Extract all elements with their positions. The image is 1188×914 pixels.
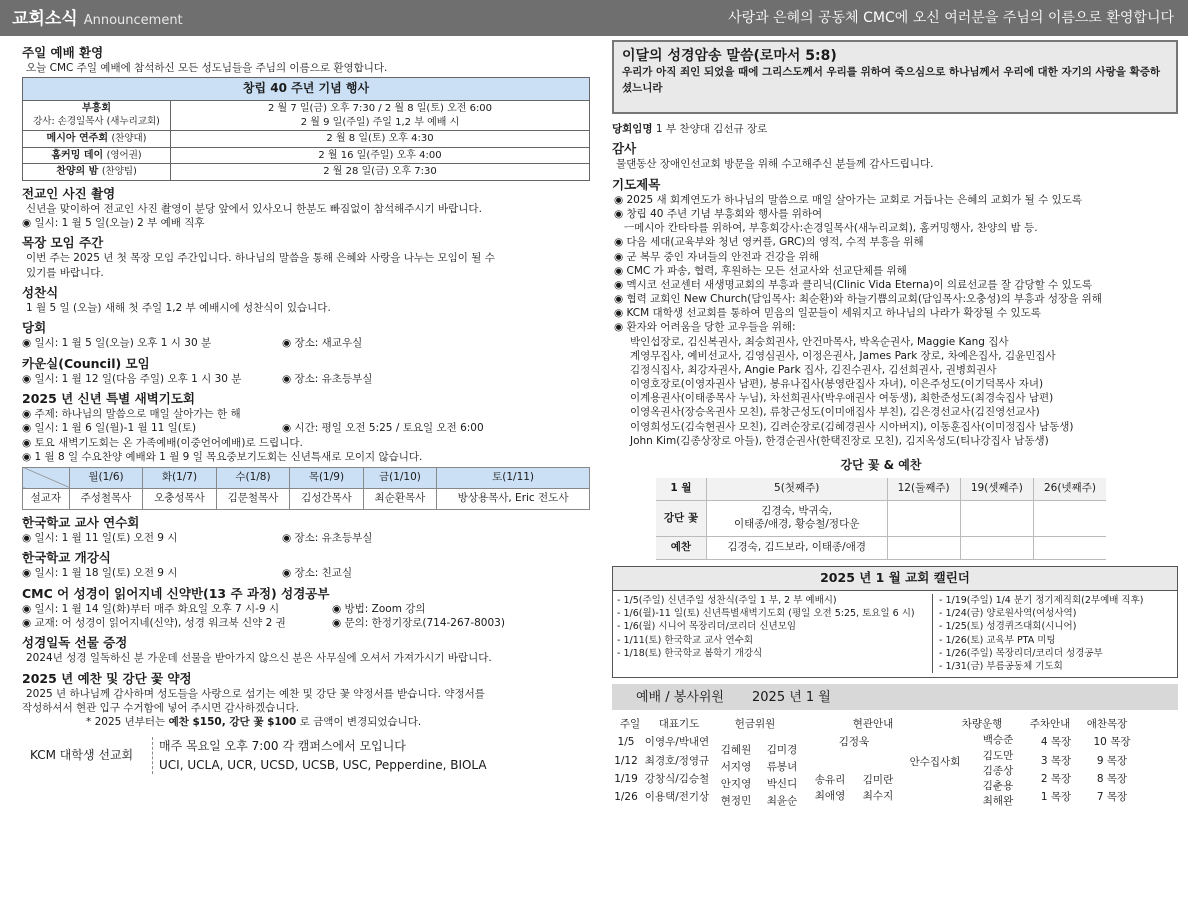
text: 목(1/9): [290, 467, 363, 488]
welcome-banner: 사랑과 은혜의 공동체 CMC에 오신 여러분을 주님의 이름으로 환영합니다: [728, 10, 1174, 26]
text: 작성하셔서 현관 입구 수거함에 넣어 주시면 감사하겠습니다.: [22, 701, 299, 714]
text: 김혜원: [720, 744, 752, 757]
text: 2024년 성경 일독하신 분 가운데 선물을 받아가지 않으신 분은 사무실에 오셔서 가져가시기 바랍니다.: [26, 652, 492, 665]
text: 설교자: [23, 488, 70, 509]
top-bar: [0, 0, 1188, 36]
prayer-list: [612, 193, 1178, 448]
text: - 1/24(금) 양로원사역(여성사역): [939, 608, 1077, 619]
text: 김미란: [862, 773, 894, 786]
text: 4 목장: [1040, 736, 1072, 749]
text: 강단 꽃: [656, 500, 706, 537]
text: 1 목장: [1040, 791, 1072, 804]
text: 김종상: [982, 764, 1014, 777]
text: 26(넷째주): [1033, 478, 1106, 500]
text: 신년을 맞이하여 전교인 사진 촬영이 분당 앞에서 있사오니 한분도 빠짐없이 참석해주시기 바랍니다.: [26, 202, 482, 215]
text: 김경숙, 김드보라, 이태종/애경: [706, 537, 887, 560]
text: 10 목장: [1093, 736, 1131, 749]
text: 2 월 7 일(금) 오후 7:30 / 2 월 8 일(토) 오전 6:00: [267, 103, 493, 115]
text: - 1/26(주일) 목장리더/코리더 성경공부: [939, 647, 1103, 659]
text: 이번 주는 2025 년 첫 목장 모임 주간입니다. 하나님의 말씀을 통해 은혜와 사랑을 나누는 모임이 될 수: [26, 252, 495, 265]
text: 우리가 아직 죄인 되었을 때에 그리스도께서 우리를 위하여 죽으심으로 하나님께서 우리에 대한 자기의 사랑을 확증하셨느니라: [622, 66, 1161, 94]
text: ◉ 멕시코 선교센터 새생명교회의 부흥과 클리닉(Clinic Vida Eterna)이 의료선교를 잘 감당할 수 있도록: [614, 278, 1093, 291]
text: 로 금액이 변경되었습니다.: [296, 716, 422, 729]
text: 2 목장: [1040, 773, 1072, 786]
text: 대표기도: [658, 718, 700, 731]
text: 2 월 28 일(금) 오후 7:30: [171, 164, 590, 181]
text: 이영희성도(김숙현권사 모친), 김려순장로(김혜경권사 시아버지), 이동훈집사(이미정집사 남동생): [630, 420, 1074, 433]
text: KCM 대학생 선교회: [30, 747, 134, 762]
heading: 주일 예배 환영: [22, 45, 104, 60]
heading: 감사: [612, 141, 637, 157]
text: ◉ 군 복무 중인 자녀들의 안전과 건강을 위해: [614, 250, 819, 263]
text: 이영옥권사(장승옥권사 모친), 류창근성도(이미애집사 부친), 김은경선교사(김진영선교사): [630, 406, 1040, 419]
text: ◉ 환자와 어려움을 당한 교우들을 위해:: [614, 321, 796, 334]
text: 5(첫째주): [706, 478, 887, 500]
text: ◉ 협력 교회인 New Church(담임목사: 최순환)와 하늘기쁨의교회(담임목사:오충성)의 부흥과 성장을 위해: [614, 293, 1102, 306]
text: 애찬목장: [1086, 718, 1128, 731]
text: ◉ 일시: 1 월 6 일(월)-1 월 11 일(토): [22, 422, 197, 435]
text: ◉ 시간: 평일 오전 5:25 / 토요일 오전 6:00: [282, 422, 484, 435]
text: 토(1/11): [437, 467, 590, 488]
text: Announcement: [83, 13, 183, 28]
text: 백승준: [982, 734, 1014, 747]
text: 현관안내: [852, 718, 894, 731]
text: UCI, UCLA, UCR, UCSD, UCSB, USC, Pepperdine, BIOLA: [159, 757, 487, 772]
text: ◉ 일시: 1 월 18 일(토) 오전 9 시: [22, 567, 178, 580]
text: 김경숙, 박귀숙,: [761, 504, 833, 517]
heading: 카운실(Council) 모임: [22, 355, 150, 371]
text: 매주 목요일 오후 7:00 각 캠퍼스에서 모입니다: [159, 739, 406, 754]
text: - 1/6(월)-11 일(토) 신년특별새벽기도회 (평일 오전 5:25, 토요일 6 시): [617, 608, 915, 619]
text: 송유리: [814, 773, 846, 786]
text: 강사: 손경일목사 (새누리교회): [33, 116, 160, 128]
text: 창립 40 주년 기념 행사: [23, 78, 590, 101]
text: 월(1/6): [69, 467, 142, 488]
text: (영어권): [106, 149, 142, 161]
text: 이달의 성경암송 말씀(로마서 5:8): [622, 48, 837, 64]
text: - 1/6(월) 시니어 목장리더/코리더 신년모임: [617, 621, 797, 633]
text: 9 목장: [1096, 754, 1128, 767]
section-title: [12, 8, 183, 30]
text: 3 목장: [1040, 754, 1072, 767]
text: 계영무집사, 예비선교사, 김영심권사, 이정은권사, James Park 장로, 차예은집사, 김윤민집사: [630, 349, 1056, 362]
text: 1/19: [614, 773, 638, 786]
heading: 한국학교 개강식: [22, 550, 111, 566]
text: 물댄동산 장애인선교회 방문을 위해 수고해주신 분들께 감사드립니다.: [616, 158, 934, 171]
text: 김정욱: [838, 736, 870, 749]
text: 김춘용: [982, 779, 1014, 792]
text: 박인섭장로, 김신복권사, 최숭희권사, 안건마목사, 박옥순권사, Maggie Kang 집사: [630, 335, 1009, 348]
text: 1/26: [614, 791, 638, 804]
text: 현정민: [720, 794, 752, 807]
text: 부흥회: [82, 103, 111, 115]
text: 오늘 CMC 주일 예배에 참석하신 모든 성도님들을 주님의 이름으로 환영합니다.: [26, 62, 388, 75]
text: - 1/18(토) 한국학교 봄학기 개강식: [617, 647, 763, 659]
text: 1 월 5 일 (오늘) 새해 첫 주일 1,2 부 예배시에 성찬식이 있습니다.: [26, 302, 331, 314]
text: - 1/25(토) 성경퀴즈대회(시니어): [939, 621, 1077, 633]
text: ◉ 일시: 1 월 14 일(화)부터 매주 화요일 오후 7 시-9 시: [22, 602, 280, 615]
heading: 목장 모임 주간: [22, 235, 104, 251]
text: 이영우/박내연: [644, 736, 710, 749]
text: 홈커밍 데이: [51, 149, 104, 161]
text: 김미경: [766, 744, 798, 757]
text: 오충성목사: [143, 488, 216, 509]
text: 이영호장로(이영자권사 남편), 봉유나집사(봉영란집사 자녀), 이은주성도(이기덕목사 자녀): [630, 378, 1044, 391]
text: ◉ 일시: 1 월 5 일(오늘) 오후 1 시 30 분: [22, 337, 212, 350]
text: 화(1/7): [143, 467, 216, 488]
heading: 2025 년 신년 특별 새벽기도회: [22, 391, 195, 407]
text: 방상용목사, Eric 전도사: [437, 488, 590, 509]
heading: CMC 어 성경이 읽어지네 신약반(13 주 과정) 성경공부: [22, 585, 330, 601]
text: ◉ 일시: 1 월 12 일(다음 주일) 오후 1 시 30 분: [22, 372, 242, 385]
text: 이용택/전기상: [644, 791, 710, 804]
text: ◉ 2025 새 회계연도가 하나님의 말씀으로 매일 살아가는 교회로 거듭나는 은혜의 교회가 될 수 있도록: [614, 193, 1083, 206]
text: 김성간목사: [290, 488, 363, 509]
text: 당회임명: [612, 123, 653, 135]
text: 서지영: [720, 761, 752, 774]
text: ◉ 장소: 새교우실: [282, 337, 363, 350]
text: 19(셋째주): [960, 478, 1033, 500]
text: ◉ 주제: 하나님의 말씀으로 매일 살아가는 한 해: [22, 408, 241, 421]
text: 메시아 연주회: [46, 132, 108, 144]
text: ◉ 방법: Zoom 강의: [332, 602, 426, 615]
heading: 기도제목: [612, 176, 661, 192]
text: - 1/26(토) 교육부 PTA 미팅: [939, 634, 1056, 646]
text: ◉ 창립 40 주년 기념 부흥회와 행사를 위하여: [614, 208, 823, 221]
text: 박신디: [766, 777, 798, 790]
heading: 성경일독 선물 증정: [22, 635, 128, 651]
text: 최수지: [862, 790, 894, 803]
text: 김도만: [982, 749, 1014, 762]
text: 강단 꽃 & 예찬: [656, 454, 1106, 478]
anniversary-table: [22, 77, 590, 180]
text: 최경호/정영규: [644, 754, 710, 767]
text: 최해완: [982, 795, 1014, 808]
left-column: [22, 40, 590, 774]
text: ◉ 장소: 유초등부실: [282, 531, 373, 544]
text: ◉ 일시: 1 월 5 일(오늘) 2 부 예배 직후: [22, 216, 205, 229]
text: ◉ 교재: 어 성경이 읽어지네(신약), 성경 워크북 신약 2 권: [22, 616, 286, 629]
text: 수(1/8): [216, 467, 289, 488]
text: 2 월 8 일(토) 오후 4:30: [171, 130, 590, 147]
text: John Kim(김종상장로 아들), 한경순권사(한택진장로 모친), 김지옥성도(티나강집사 남동생): [630, 434, 1049, 447]
text: 주차안내: [1029, 718, 1071, 731]
text: 주성철목사: [69, 488, 142, 509]
text: ◉ 다음 세대(교육부와 청년 영커플, GRC)의 영적, 수적 부흥을 위해: [614, 236, 924, 249]
text: 12(둘째주): [887, 478, 960, 500]
text: - 1/11(토) 한국학교 교사 연수회: [617, 634, 754, 646]
text: ◉ CMC 가 파송, 협력, 후원하는 모든 선교사와 선교단체를 위해: [614, 264, 907, 277]
text: 최순환목사: [363, 488, 436, 509]
heading: 당회: [22, 320, 47, 336]
text: - 1/19(주일) 1/4 분기 정기제직회(2부예배 직후): [939, 594, 1144, 606]
text: 1 부 찬양대 김선규 장로: [655, 123, 768, 135]
text: 안지영: [720, 777, 752, 790]
text: ◉ 일시: 1 월 11 일(토) 오전 9 시: [22, 531, 178, 544]
kcm-box: [22, 737, 590, 774]
text: 최윤순: [766, 794, 798, 807]
text: 2025 년 하나님께 감사하며 성도들을 사랑으로 섬기는 예찬 및 강단 꽃 약정서를 받습니다. 약정서를: [26, 687, 485, 700]
heading: 전교인 사진 촬영: [22, 185, 116, 201]
text: 예배 / 봉사위원: [636, 690, 724, 706]
text: * 2025 년부터는: [86, 716, 169, 729]
text: 2025 년 1 월 교회 캘린더: [613, 567, 1177, 591]
text: 류봉녀: [766, 761, 798, 774]
text: ◉ 장소: 친교실: [282, 567, 353, 580]
heading: 한국학교 교사 연수회: [22, 514, 140, 530]
text: 교회소식: [12, 9, 78, 29]
service-volunteers: [612, 684, 1178, 809]
text: 김문철목사: [216, 488, 289, 509]
text: 금(1/10): [363, 467, 436, 488]
right-column: [612, 40, 1178, 809]
text: 이계용권사(이태종목사 누님), 차선희권사(박우애권사 여동생), 최한준성도(최경숙집사 남편): [630, 392, 1054, 405]
text: - 1/31(금) 부름공동체 기도회: [939, 661, 1063, 673]
text: 차량운행: [961, 718, 1003, 731]
text: 최애영: [814, 790, 846, 803]
heading: 2025 년 예찬 및 강단 꽃 약정: [22, 670, 192, 686]
text: ㅡ메시아 칸타타를 위하여, 부흥회강사:손경일목사(새누리교회), 홈커밍행사, 찬양의 밤 등.: [624, 222, 1038, 235]
altar-flower-table: [656, 454, 1106, 560]
text: 강창식/김승철: [644, 773, 710, 786]
text: 이태종/애경, 황승철/정다운: [734, 518, 860, 531]
text: 예찬: [656, 537, 706, 560]
text: ◉ 장소: 유초등부실: [282, 372, 373, 385]
text: 1/5: [617, 736, 635, 749]
text: 예찬 $150, 강단 꽃 $100: [168, 716, 297, 729]
text: 1/12: [614, 754, 638, 767]
text: 1 월: [656, 478, 706, 500]
text: 8 목장: [1096, 773, 1128, 786]
text: ◉ 1 월 8 일 수요찬양 예배와 1 월 9 일 목요중보기도회는 신년특새로 모이지 않습니다.: [22, 450, 423, 463]
text: 김정식집사, 최강자권사, Angie Park 집사, 김진수권사, 김선희권사, 권병희권사: [630, 363, 997, 376]
text: ◉ 문의: 한정기장로(714-267-8003): [332, 616, 505, 629]
text: 있기를 바랍니다.: [26, 266, 104, 279]
text: ◉ 토요 새벽기도회는 온 가족예배(이중언어예배)로 드립니다.: [22, 436, 303, 449]
text: 찬양의 밤: [56, 166, 99, 178]
dawn-prayer-table: [22, 467, 590, 510]
text: 헌금위원: [734, 718, 776, 731]
memory-verse-box: [612, 40, 1178, 114]
text: 7 목장: [1096, 791, 1128, 804]
text: 2 월 9 일(주일) 주일 1,2 부 예배 시: [300, 116, 460, 128]
text: 2 월 16 일(주일) 오후 4:00: [171, 147, 590, 164]
text: (찬양대): [111, 132, 147, 144]
text: - 1/5(주일) 신년주일 성찬식(주일 1 부, 2 부 예배시): [617, 594, 837, 606]
church-calendar: [612, 566, 1178, 678]
text: 안수집사회: [909, 756, 961, 769]
text: 주일: [619, 718, 641, 731]
text: (찬양팀): [101, 166, 137, 178]
text: 2025 년 1 월: [752, 690, 831, 706]
text: ◉ KCM 대학생 선교회를 통하여 믿음의 일꾼들이 세워지고 하나님의 나라가 확장될 수 있도록: [614, 307, 1041, 320]
heading: 성찬식: [22, 284, 59, 300]
